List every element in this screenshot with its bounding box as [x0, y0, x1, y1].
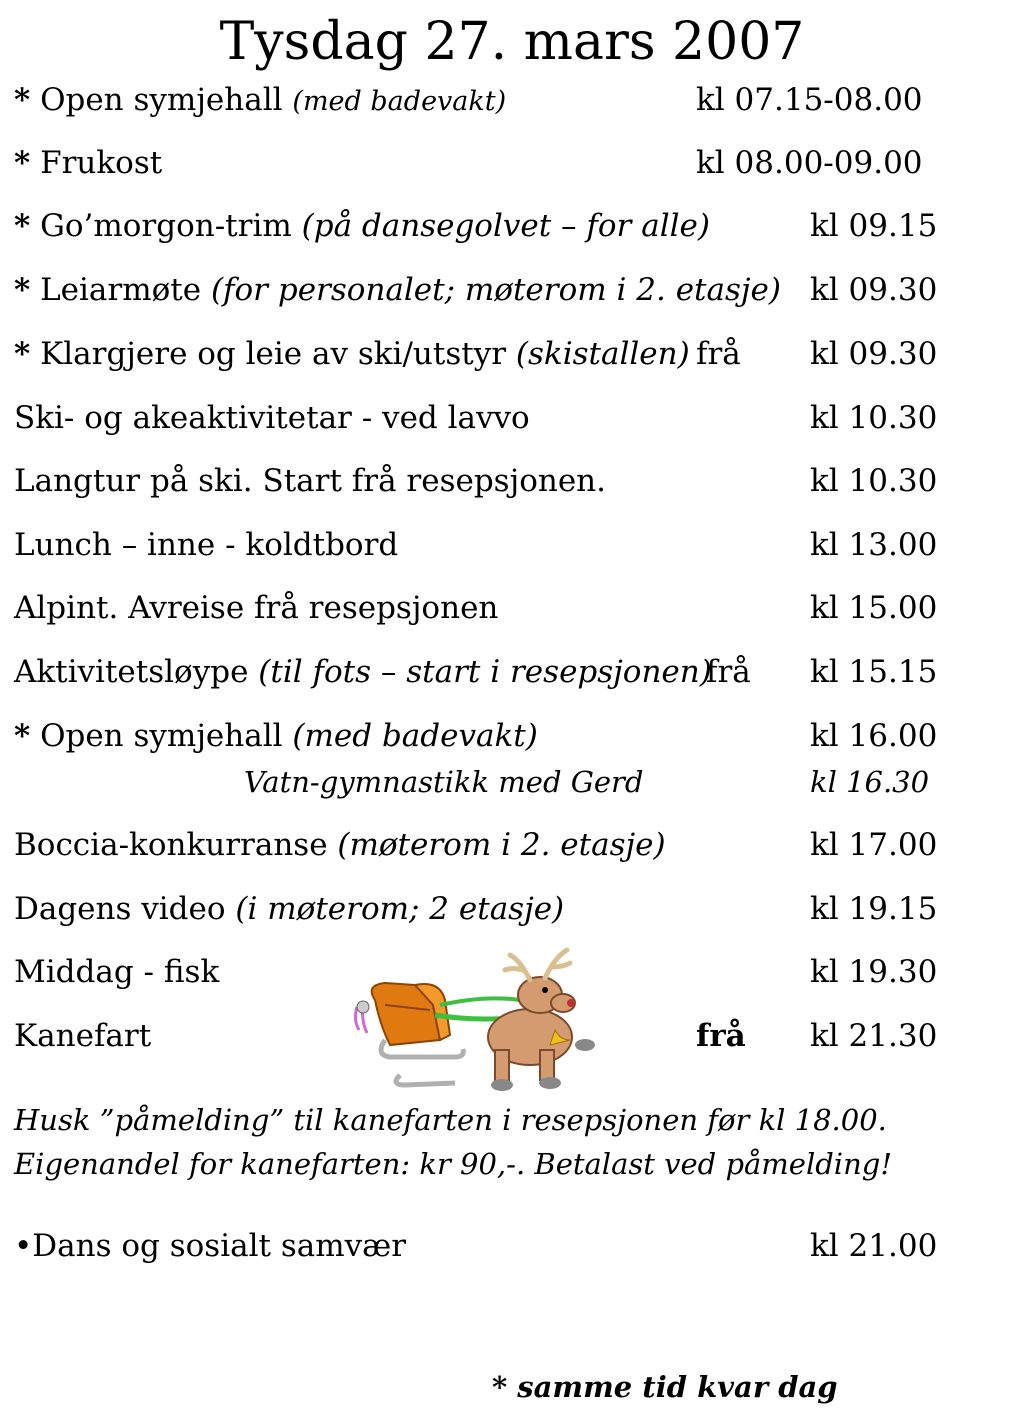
row-time: kl 19.30 [810, 954, 938, 990]
row-time: kl 21.00 [810, 1228, 938, 1264]
row-time: kl 10.30 [810, 463, 938, 499]
row-time: kl 09.15 [810, 208, 938, 244]
row-text: * Open symjehall (med badevakt) [14, 718, 538, 754]
row-text: Langtur på ski. Start frå resepsjonen. [14, 463, 606, 499]
schedule-row [14, 396, 1004, 440]
row-time: kl 19.15 [810, 891, 938, 927]
note-line: Eigenandel for kanefarten: kr 90,-. Betalast ved påmelding! [14, 1147, 892, 1181]
schedule-row [14, 650, 1004, 694]
row-text: * Frukost [14, 145, 163, 181]
footer-note: * samme tid kvar dag [492, 1370, 838, 1404]
sub-label: Vatn-gymnastikk med Gerd [244, 765, 644, 799]
row-text: Aktivitetsløype (til fots – start i resepsjonen) [14, 654, 712, 690]
row-text: •Dans og sosialt samvær [14, 1228, 407, 1264]
row-text: * Klargjere og leie av ski/utstyr (skistallen) [14, 336, 690, 372]
schedule-row [14, 523, 1004, 567]
schedule-row [14, 204, 1004, 248]
schedule-row [14, 887, 1004, 931]
row-time: kl 13.00 [810, 527, 938, 563]
reindeer-sleigh-icon [345, 945, 600, 1095]
row-fra: frå [696, 1018, 746, 1054]
row-time: kl 08.00-09.00 [696, 145, 923, 181]
schedule-row [14, 586, 1004, 630]
row-text: * Go’morgon-trim (på dansegolvet – for alle) [14, 208, 710, 244]
schedule-row [14, 332, 1004, 376]
row-text: Kanefart [14, 1018, 152, 1054]
row-time: kl 09.30 [810, 336, 938, 372]
row-time: kl 10.30 [810, 400, 938, 436]
row-time: kl 17.00 [810, 827, 938, 863]
row-text: Dagens video (i møterom; 2 etasje) [14, 891, 565, 927]
row-time: kl 15.15 [810, 654, 938, 690]
schedule-row [14, 714, 1004, 758]
row-time: kl 09.30 [810, 272, 938, 308]
row-text: Ski- og akeaktivitetar - ved lavvo [14, 400, 530, 436]
row-time: kl 21.30 [810, 1018, 938, 1054]
schedule-row [14, 141, 1004, 185]
row-text: Boccia-konkurranse (møterom i 2. etasje) [14, 827, 666, 863]
row-time: kl 15.00 [810, 590, 938, 626]
row-text: * Leiarmøte (for personalet; møterom i 2. etasje) [14, 272, 781, 308]
schedule-row [14, 268, 1004, 312]
note-line: Husk ”påmelding” til kanefarten i resepsjonen før kl 18.00. [14, 1103, 887, 1137]
schedule-row [14, 459, 1004, 503]
page-title: Tysdag 27. mars 2007 [219, 12, 805, 72]
row-fra: frå [696, 336, 741, 372]
row-text: Middag - fisk [14, 954, 220, 990]
row-text: Alpint. Avreise frå resepsjonen [14, 590, 499, 626]
schedule-row [14, 1224, 1004, 1268]
row-time: kl 07.15-08.00 [696, 82, 923, 118]
row-time: kl 16.00 [810, 718, 938, 754]
sub-time: kl 16.30 [810, 765, 930, 799]
schedule-row [14, 823, 1004, 867]
schedule-row [14, 78, 1004, 122]
row-text: Lunch – inne - koldtbord [14, 527, 399, 563]
row-fra: frå [706, 654, 751, 690]
row-text: * Open symjehall (med badevakt) [14, 82, 507, 118]
schedule-sub-row [14, 760, 1004, 804]
